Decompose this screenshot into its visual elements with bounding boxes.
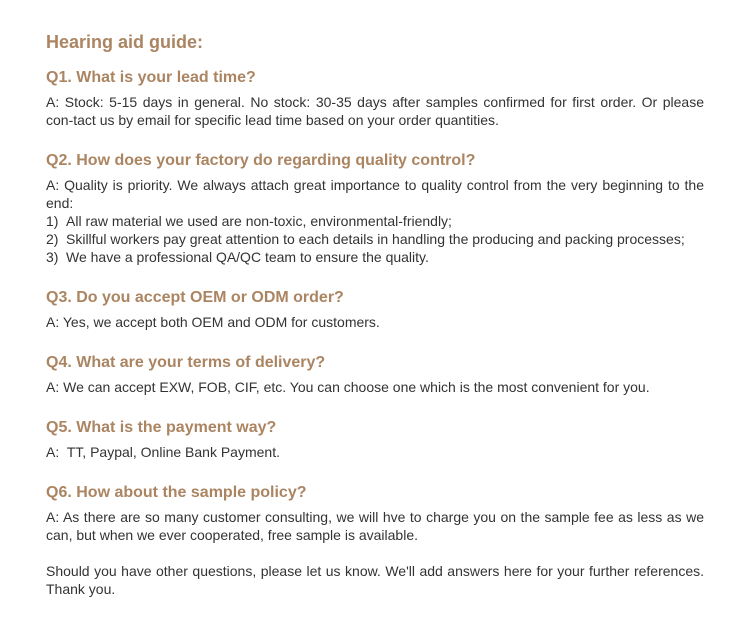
faq-answer-2: A: Quality is priority. We always attach great importance to quality control from the very beginning to the end: [46, 177, 704, 211]
list-number: 2) [46, 231, 59, 247]
faq-answer-4: A: We can accept EXW, FOB, CIF, etc. You can choose one which is the most convenient for you. [46, 379, 650, 395]
page-title: Hearing aid guide: [46, 32, 204, 52]
faq-answer-1: A: Stock: 5-15 days in general. No stock: 30-35 days after samples confirmed for first order. Or please con-tact us by email for specific lead time based on your order quantities. [46, 94, 704, 128]
faq-answer-6: A: As there are so many customer consulting, we will hve to charge you on the sample fee as less as we can, but when we ever cooperated, free sample is available. [46, 509, 704, 543]
faq-question-1: Q1. What is your lead time? [46, 69, 256, 86]
faq-question-2: Q2. How does your factory do regarding quality control? [46, 152, 476, 169]
list-text: Skillful workers pay great attention to each details in handling the producing and packing processes; [66, 231, 685, 247]
faq-question-4: Q4. What are your terms of delivery? [46, 354, 326, 371]
list-number: 3) [46, 249, 59, 265]
faq-question-6: Q6. How about the sample policy? [46, 484, 307, 501]
closing-note: Should you have other questions, please let us know. We'll add answers here for your further references. Thank you. [46, 563, 704, 597]
faq-answer-5: A: TT, Paypal, Online Bank Payment. [46, 444, 280, 460]
list-number: 1) [46, 213, 59, 229]
faq-question-5: Q5. What is the payment way? [46, 419, 277, 436]
quality-list-item-1 [46, 212, 704, 230]
quality-list-item-2 [46, 230, 704, 248]
list-text: We have a professional QA/QC team to ensure the quality. [66, 249, 429, 265]
quality-list-item-3 [46, 248, 704, 266]
list-text: All raw material we used are non-toxic, environmental-friendly; [66, 213, 452, 229]
faq-question-3: Q3. Do you accept OEM or ODM order? [46, 289, 344, 306]
faq-answer-3: A: Yes, we accept both OEM and ODM for customers. [46, 314, 380, 330]
